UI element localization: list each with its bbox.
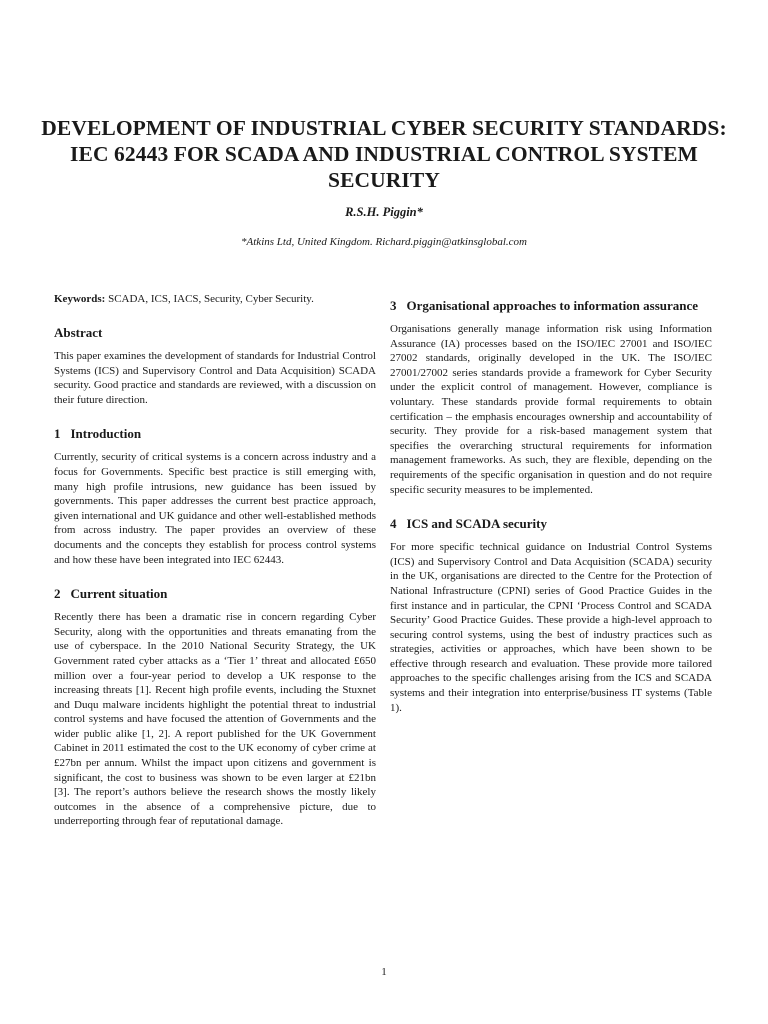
left-column bbox=[54, 292, 376, 847]
page-number: 1 bbox=[381, 966, 387, 978]
abstract-heading: Abstract bbox=[54, 325, 103, 340]
section-text-current-situation: Recently there has been a dramatic rise in concern regarding Cyber Security, along with the opportunities and threats emanating from the use of cyberspace. In the 2010 National Security Strategy, the UK Government rated cyber attacks as a ‘Tier 1’ threat and allocated £650 million over a four-year period to develop a UK response to the increasing threats [1]. Recent high profile events, including the Stuxnet and Duqu malware incidents highlight the potential threat to industrial control systems and have focused the attention of Governments and the wider public alike [1, 2]. A report published for the UK Government Cabinet in 2011 estimated the cost to the UK economy of cyber crime at £27bn per annum. Whilst the impact upon citizens and government is significant, the cost to business was shown to be even larger at £21bn [3]. The report’s authors believe the research shows the mostly likely outcomes in the absence of a comprehensive picture, due to underreporting through fear of reputational damage. bbox=[54, 611, 376, 828]
section-text-introduction: Currently, security of critical systems is a concern across industry and a focus for Governments. Specific best practice is still emerging with, many high profile intrusions, new guidance has been issued by governments. This paper addresses the current best practice approach, given international and UK guidance and other well-established methods from across industry. The paper provides an overview of these documents and the concepts they establish for process control systems and how these have been integrated into IEC 62443. bbox=[54, 451, 376, 566]
keywords-text: SCADA, ICS, IACS, Security, Cyber Security. bbox=[105, 293, 314, 305]
section-number: 1 bbox=[54, 426, 61, 442]
section-title: Organisational approaches to information assurance bbox=[406, 298, 699, 313]
section-heading-ics-scada-security bbox=[390, 515, 712, 532]
abstract-text: This paper examines the development of standards for Industrial Control Systems (ICS) and Supervisory Control and Data Acquisition) SCADA security. Good practice and standards are reviewed, with a discussion on their future direction. bbox=[54, 350, 376, 406]
section-text-organisational-approaches: Organisations generally manage information risk using Information Assurance (IA) processes based on the ISO/IEC 27001 and ISO/IEC 27002 standards, originally developed in the UK. The ISO/IEC 27001/27002 series standards provide a framework for Cyber Security under the explicit control of management. However, compliance is voluntary. These standards provide formal requirements to obtain certification – the emphasis encourages ownership and accountability of security. They provide for a risk-based management system that specifies the overarching structural requirements for information management frameworks. As such, they are flexible, depending on the requirements of the specific organisation in question and do not require specific security measures to be implemented. bbox=[390, 323, 712, 496]
section-heading-introduction bbox=[54, 425, 376, 442]
section-heading-current-situation bbox=[54, 585, 376, 602]
section-number: 3 bbox=[390, 298, 397, 313]
section-title: Introduction bbox=[70, 426, 142, 442]
author-affiliation: *Atkins Ltd, United Kingdom. Richard.piggin@atkinsglobal.com bbox=[241, 236, 527, 248]
section-title: Current situation bbox=[70, 586, 168, 602]
section-number: 2 bbox=[54, 586, 61, 602]
section-number: 4 bbox=[390, 516, 397, 532]
keywords-label: Keywords: bbox=[54, 293, 106, 305]
right-column bbox=[390, 297, 712, 733]
keywords bbox=[54, 292, 376, 306]
section-heading-organisational-approaches bbox=[390, 297, 712, 314]
paper-title: DEVELOPMENT OF INDUSTRIAL CYBER SECURITY STANDARDS: IEC 62443 FOR SCADA AND INDUSTRIAL CONTROL SYSTEM SECURITY bbox=[41, 116, 727, 192]
section-title: ICS and SCADA security bbox=[406, 516, 547, 532]
section-text-ics-scada-security: For more specific technical guidance on Industrial Control Systems (ICS) and Supervisory Control and Data Acquisition (SCADA) security in the UK, organisations are directed to the Centre for the Protection of National Infrastructure (CPNI) series of Good Practice Guides in the first instance and in particular, the CPNI ‘Process Control and SCADA Security’ Good Practice Guides. These provide a high-level approach to securing control systems, using the best of industry practices such as strategies, activities or approaches, which have been shown to be effective through research and evaluation. These provide more tailored approaches to the specific challenges arising from the ICS and SCADA systems and their integration into enterprise/business IT systems (Table 1). bbox=[390, 541, 712, 714]
author-name: R.S.H. Piggin* bbox=[345, 205, 423, 219]
